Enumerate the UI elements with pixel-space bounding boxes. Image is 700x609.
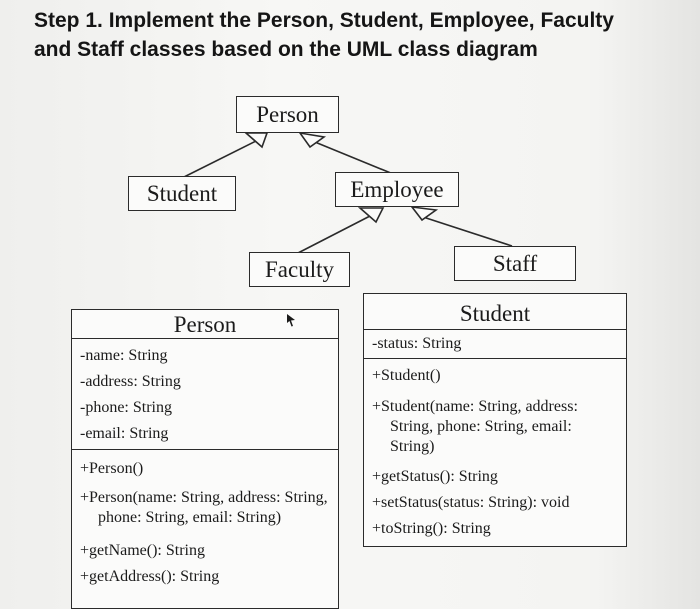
heading-line-1: Step 1. Implement the Person, Student, Employee, Faculty (34, 9, 614, 32)
student-class-title: Student (364, 294, 626, 330)
person-ctor-default: +Person() (80, 460, 144, 477)
student-ctor-default: +Student() (372, 367, 441, 384)
heading-line-2: and Staff classes based on the UML class diagram (34, 38, 538, 61)
person-method-getaddress: +getAddress(): String (80, 568, 220, 585)
student-method-getstatus: +getStatus(): String (372, 468, 498, 485)
hierarchy-person: Person (236, 96, 339, 133)
student-method-tostring: +toString(): String (372, 520, 491, 537)
edge-student-person (182, 140, 258, 178)
hierarchy-employee: Employee (335, 172, 459, 207)
student-ctor-full: +Student(name: String, address: String, phone: String, email: String) (372, 398, 578, 455)
person-attr-address: -address: String (80, 373, 181, 390)
student-methods (364, 359, 626, 544)
student-uml-class (363, 293, 627, 547)
edge-faculty-employee (298, 216, 370, 253)
person-attr-phone: -phone: String (80, 399, 172, 416)
hierarchy-staff: Staff (454, 246, 576, 281)
person-ctor-full: +Person(name: String, address: String, phone: String, email: String) (80, 489, 328, 526)
edge-employee-person (310, 140, 398, 176)
arrowhead-staff-employee (412, 207, 436, 220)
mouse-pointer-icon (286, 313, 296, 327)
student-attributes (364, 330, 626, 359)
edge-staff-employee (420, 216, 512, 246)
person-methods (72, 450, 338, 592)
person-uml-class (71, 309, 339, 609)
person-method-getname: +getName(): String (80, 542, 205, 559)
hierarchy-faculty: Faculty (249, 252, 350, 287)
person-attr-name: -name: String (80, 347, 168, 364)
student-attr-status: -status: String (372, 335, 462, 352)
person-attributes (72, 339, 338, 450)
hierarchy-student: Student (128, 176, 236, 211)
student-method-setstatus: +setStatus(status: String): void (372, 494, 570, 511)
person-attr-email: -email: String (80, 425, 169, 442)
person-class-title: Person (72, 310, 338, 339)
